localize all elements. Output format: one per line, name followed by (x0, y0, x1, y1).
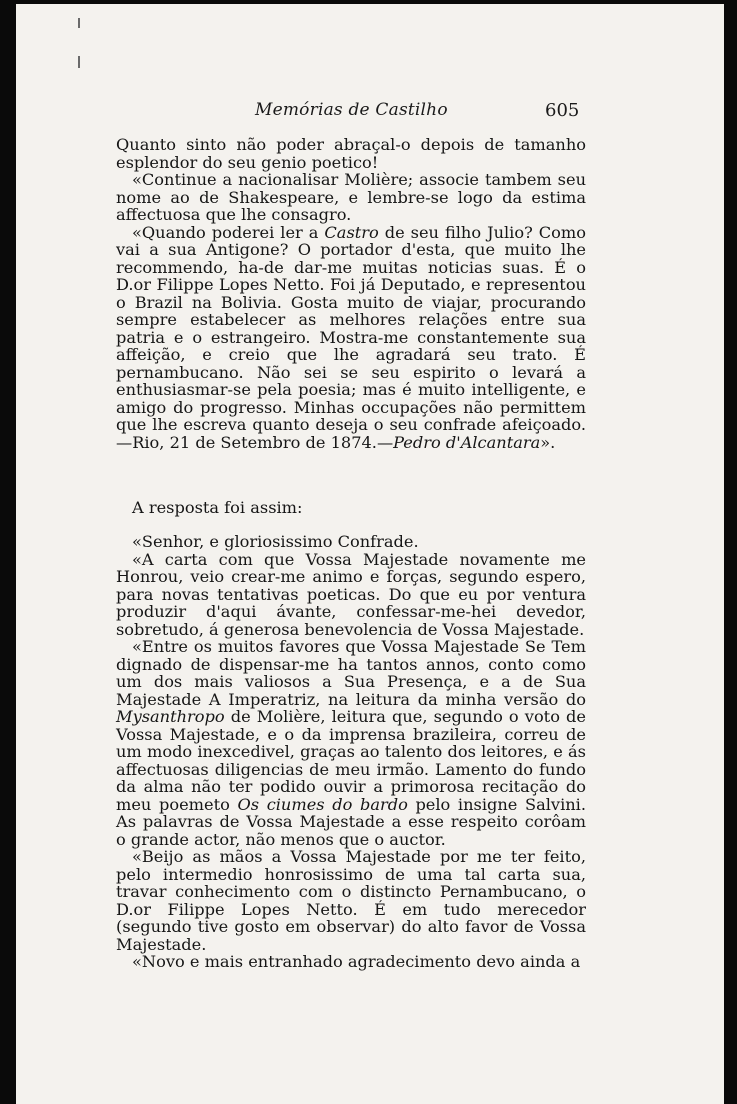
paragraph: «A carta com que Vossa Majestade novamente me Honrou, veio crear-me animo e forças, segundo espero, para novas tentativas poeticas. Do que eu por ventura produzir d'aqui ávante, confessar-me-hei devedor, sobretudo, á generosa benevolencia de Vossa Majestade. (116, 549, 586, 639)
book-page (16, 4, 724, 1104)
paragraph: «Novo e mais entranhado agradecimento devo ainda a (132, 952, 581, 971)
work-title: Castro (324, 222, 379, 242)
answer-intro-block (116, 499, 586, 517)
emperor-letter (116, 136, 586, 451)
paragraph-text: «Quando poderei ler a (132, 222, 325, 242)
running-head (16, 100, 724, 126)
paragraph: «Beijo as mãos a Vossa Majestade por me ter feito, pelo intermedio honrosissimo de uma tal carta sua, travar conhecimento com o distincto Pernambucano, o D.or Filippe Lopes Netto. É em tudo merecedor (segundo tive gosto em observar) do alto favor de Vossa Majestade. (116, 847, 586, 954)
answer-intro: A resposta foi assim: (132, 498, 303, 517)
paragraph-text: pelo insigne Salvini. As palavras de Vossa Majestade a esse respeito corôam o grande actor, não menos que o auctor. (116, 794, 586, 849)
salutation: «Senhor, e gloriosissimo Confrade. (132, 532, 419, 551)
paragraph-text: de seu filho Julio? Como vai a sua Antigone? O portador d'esta, que muito lhe recommendo, ha-de dar-me muitas noticias suas. É o D.or Filippe Lopes Netto. Foi já Deputado, e representou o Brazil na Bolivia. Gosta muito de viajar, procurando sempre estabelecer as melhores relações entre sua patria e o estrangeiro. Mostra-me constantemente sua affeição, e creio que lhe agradará seu trato. É pernambucano. Não sei se seu espirito o levará a enthusiasmar-se pela poesia; mas é muito intelligente, e amigo do progresso. Minhas occupações não permittem que lhe escreva quanto deseja o seu confrade afeiçoado.—Rio, 21 de Setembro de 1874.— (116, 222, 586, 452)
closing-mark: ». (540, 432, 556, 452)
paragraph: «Continue a nacionalisar Molière; associe tambem seu nome ao de Shakespeare, e lembre-se logo da estima affectuosa que lhe consagro. (116, 170, 586, 224)
paragraph: Quanto sinto não poder abraçal-o depois de tamanho esplendor do seu genio poetico! (116, 135, 586, 172)
page-number: 605 (545, 100, 580, 121)
running-head-title: Memórias de Castilho (255, 100, 448, 120)
work-title: Mysanthropo (116, 707, 225, 726)
paragraph (116, 224, 586, 452)
reply-letter (116, 533, 586, 971)
scan-speck (78, 56, 80, 68)
paragraph-text: de Molière, leitura que, segundo o voto de Vossa Majestade, e o da imprensa brazileira, correu de um modo inexcedivel, graças ao talento dos leitores, e ás affectuosas diligencias de meu irmão. Lamento do fundo da alma não ter podido ouvir a primorosa recitação do meu poemeto (116, 707, 586, 814)
paragraph (116, 638, 586, 848)
work-title: Os ciumes do bardo (237, 794, 408, 814)
paragraph-text: «Entre os muitos favores que Vossa Majestade Se Tem dignado de dispensar-me ha tantos annos, conto como um dos mais valiosos a Sua Presença, e a de Sua Majestade A Imperatriz, na leitura da minha versão do (116, 637, 586, 709)
signature: Pedro d'Alcantara (393, 432, 541, 452)
scan-speck (78, 18, 80, 28)
